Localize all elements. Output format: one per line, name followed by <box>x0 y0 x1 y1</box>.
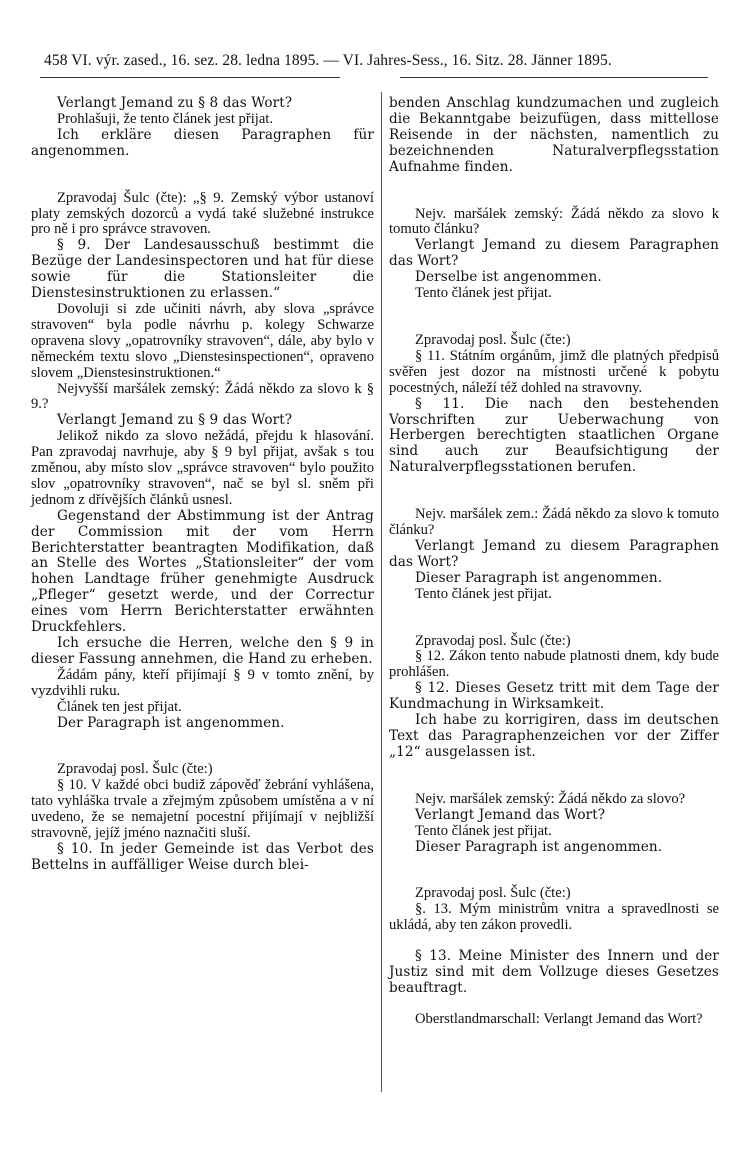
paragraph: Verlangt Jemand das Wort? <box>415 806 606 823</box>
paragraph: § 13. Meine Minister des Innern und der Justiz sind mit dem Vollzuge dieses Gesetzes beauftragt. <box>389 948 719 996</box>
speaker-paragraph: Oberstlandmarschall: Verlangt Jemand das Wort? <box>415 1010 703 1027</box>
paragraph: §. 13. Mým ministrům vnitra a spravedlnosti se ukládá, aby ten zákon provedli. <box>389 901 719 934</box>
paragraph: Verlangt Jemand zu diesem Paragraphen das Wort? <box>389 237 719 270</box>
paragraph: Tento článek jest přijat. <box>415 822 552 839</box>
paragraph: Dovoluji si zde učiniti návrh, aby slova „správce stravoven“ byla podle návrhu p. kolegy Schwarze opravena slovy „opatrovníky stravoven“, dále, aby bylo v německém textu slovo „Dienstesinspectionen“, opraveno slovem „Dienstesinstruktionen.“ <box>31 300 374 381</box>
speaker-paragraph: Nejv. maršálek zemský: Žádá někdo za slovo? <box>415 790 686 807</box>
paragraph: benden Anschlag kundzumachen und zugleich die Bekanntgabe beizufügen, dass mittellose Reisende in der nächsten, namentlich zu bezeichnenden Naturalverpflegsstation Aufnahme finden. <box>389 95 719 175</box>
paragraph: Dieser Paragraph ist angenommen. <box>415 569 663 586</box>
page-header: 458 VI. výr. zased., 16. sez. 28. ledna 1895. — VI. Jahres-Sess., 16. Sitz. 28. Jänner 1895. <box>44 52 612 69</box>
paragraph: Žádám pány, kteří přijímají § 9 v tomto znění, by vyzdvihli ruku. <box>31 666 374 699</box>
speaker-paragraph: Nejvyšší maršálek zemský: Žádá někdo za slovo k § 9.? <box>31 380 374 413</box>
paragraph: Verlangt Jemand zu § 9 das Wort? <box>57 412 293 429</box>
paragraph: Der Paragraph ist angenommen. <box>57 714 285 731</box>
paragraph: Ich erkläre diesen Paragraphen für angenommen. <box>31 126 374 159</box>
paragraph: Verlangt Jemand zu diesem Paragraphen das Wort? <box>389 537 719 570</box>
paragraph: Zpravodaj Šulc (čte): „§ 9. Zemský výbor ustanoví platy zemských dozorců a vydá také služebné instrukce pro ně i pro správce stravoven. <box>31 189 374 238</box>
header-rule-right <box>400 77 708 78</box>
paragraph: Derselbe ist angenommen. <box>415 269 602 286</box>
paragraph: § 10. In jeder Gemeinde ist das Verbot des Bettelns in auffälliger Weise durch blei- <box>31 840 374 873</box>
paragraph: § 10. V každé obci budiž zápověď žebrání vyhlášena, tato vyhláška trvale a zřejmým způsobem umístěna a v ní uvedeno, že se nemajetní pocestní přijímají v nejbližší stravovně, jejíž jméno naznačiti sluší. <box>31 777 374 842</box>
left-column <box>31 96 374 874</box>
paragraph: Zpravodaj posl. Šulc (čte:) <box>415 632 571 649</box>
paragraph: Tento článek jest přijat. <box>415 285 552 302</box>
paragraph: § 11. Die nach den bestehenden Vorschriften zur Ueberwachung von Herbergen berechtigten staatlichen Organe sind auch zur Beaufsichtigung der Naturalverpflegsstationen berufen. <box>389 395 719 476</box>
paragraph: § 12. Zákon tento nabude platnosti dnem, kdy bude prohlášen. <box>389 648 719 681</box>
header-rule-left <box>40 77 340 78</box>
paragraph: Gegenstand der Abstimmung ist der Antrag der Commission mit der vom Herrn Berichterstatter beantragten Modifikation, daß an Stelle des Wortes „Stationsleiter“ der vom hohen Landtage früher genehmigte Ausdruck „Pfleger“ gesetzt werde, und der Correctur eines vom Herrn Berichterstatter erwähnten Druckfehlers. <box>31 507 374 636</box>
right-column <box>389 96 719 1028</box>
paragraph: Zpravodaj posl. Šulc (čte:) <box>57 761 213 778</box>
paragraph: Jelikož nikdo za slovo nežádá, přejdu k hlasování. Pan zpravodaj navrhuje, aby § 9 byl přijat, avšak s tou změnou, aby místo slov „správce stravoven“ bylo použito slov „opatrovníky stravoven“, nač se byl sl. sněm při jednom z dřívějších článků usnesl. <box>31 428 374 508</box>
paragraph: Ich habe zu korrigiren, dass im deutschen Text das Paragraphenzeichen vor der Ziffer „12“ ausgelassen ist. <box>389 712 719 760</box>
paragraph: Článek ten jest přijat. <box>57 698 182 715</box>
paragraph: Zpravodaj posl. Šulc (čte:) <box>415 331 571 348</box>
speaker-paragraph: Nejv. maršálek zemský: Žádá někdo za slovo k tomuto článku? <box>389 205 719 238</box>
paragraph: Verlangt Jemand zu § 8 das Wort? <box>57 95 293 111</box>
column-divider <box>381 92 382 1092</box>
paragraph: Tento článek jest přijat. <box>415 585 552 602</box>
paragraph: Dieser Paragraph ist angenommen. <box>415 838 663 855</box>
speaker-paragraph: Nejv. maršálek zem.: Žádá někdo za slovo k tomuto článku? <box>389 506 719 539</box>
paragraph: § 9. Der Landesausschuß bestimmt die Bezüge der Landesinspectoren und hat für diese sowie für die Stationsleiter die Dienstesinstruktionen zu erlassen.“ <box>31 237 374 302</box>
paragraph: § 11. Státním orgánům, jimž dle platných předpisů svěřen jest dozor na místnosti určené k pobytu pocestných, náleží též dohled na stravovny. <box>389 347 719 396</box>
paragraph: Prohlašuji, že tento článek jest přijat. <box>57 110 274 127</box>
paragraph: Zpravodaj posl. Šulc (čte:) <box>415 885 571 902</box>
paragraph: Ich ersuche die Herren, welche den § 9 in dieser Fassung annehmen, die Hand zu erheben. <box>31 635 374 667</box>
paragraph: § 12. Dieses Gesetz tritt mit dem Tage der Kundmachung in Wirksamkeit. <box>389 680 719 713</box>
